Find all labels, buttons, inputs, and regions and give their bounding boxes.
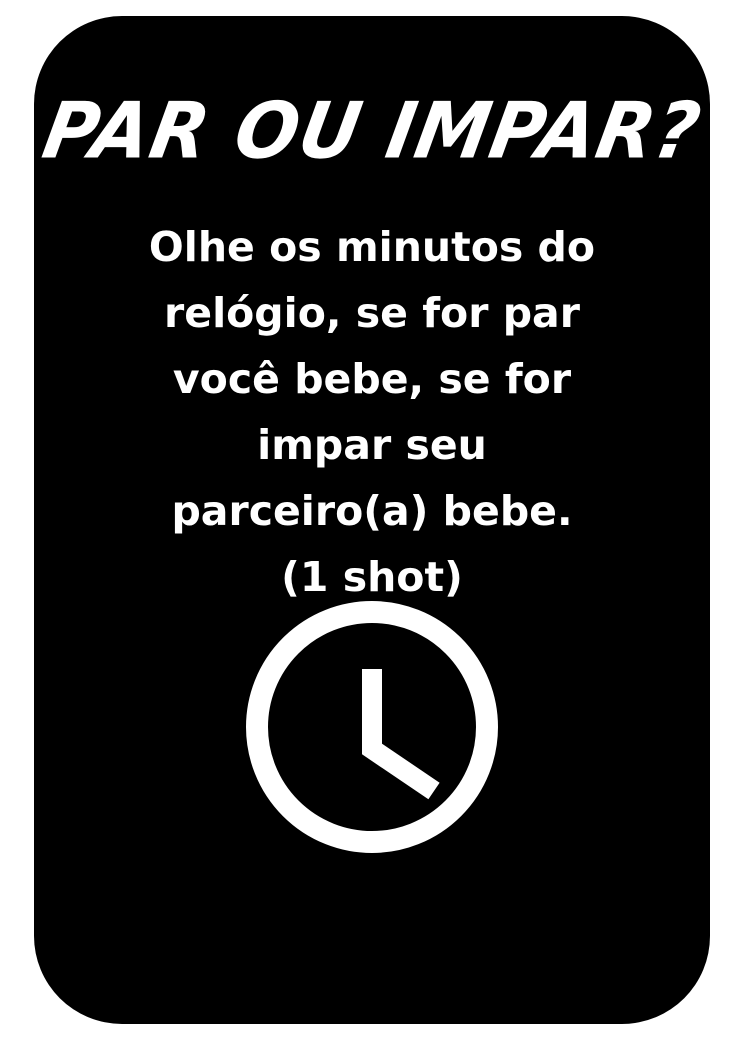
game-card — [34, 16, 710, 1024]
instruction-line: relógio, se for par — [164, 289, 580, 337]
instruction-line: parceiro(a) bebe. — [171, 487, 573, 535]
instruction-line: (1 shot) — [281, 553, 463, 601]
instruction-line: Olhe os minutos do — [148, 223, 596, 271]
clock-hands — [372, 669, 434, 791]
card-title: PAR OU IMPAR? — [36, 85, 708, 177]
instruction-line: impar seu — [257, 421, 487, 469]
card-instructions — [94, 214, 650, 610]
clock-icon — [244, 599, 500, 855]
instruction-line: você bebe, se for — [172, 355, 572, 403]
